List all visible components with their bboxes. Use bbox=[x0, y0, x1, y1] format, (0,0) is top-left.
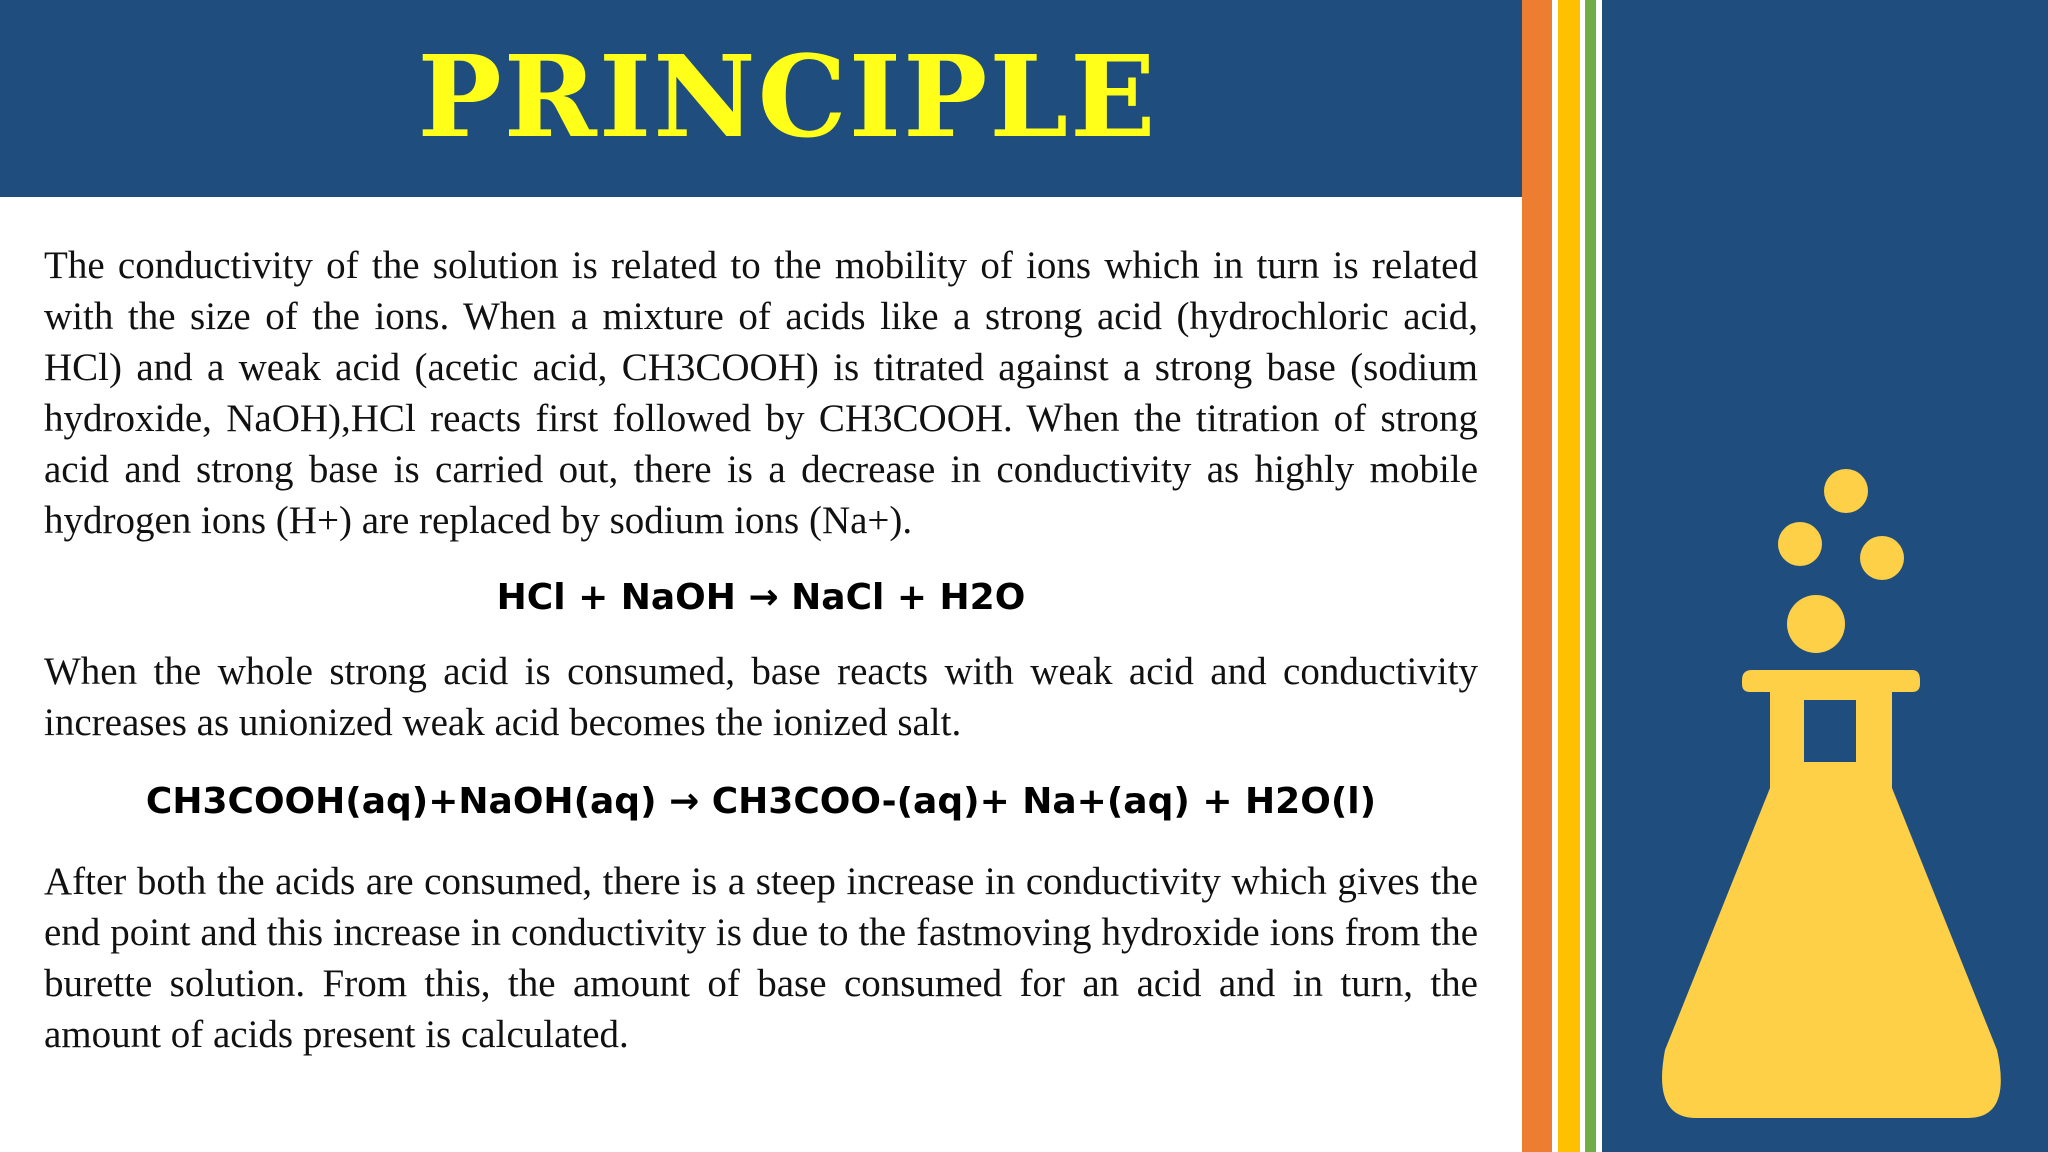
paragraph-weak-acid: When the whole strong acid is consumed, base reacts with weak acid and conductivity increases as unionized weak acid becomes the ionized salt. bbox=[44, 650, 1478, 744]
orange-stripe bbox=[1522, 0, 1552, 1152]
principle-content bbox=[44, 240, 1478, 1060]
green-stripe bbox=[1585, 0, 1596, 1152]
slide-title: PRINCIPLE bbox=[417, 32, 1158, 163]
equation-strong-acid: HCl + NaOH → NaCl + H2O bbox=[496, 577, 1026, 618]
yellow-stripe bbox=[1558, 0, 1580, 1152]
paragraph-intro: The conductivity of the solution is related to the mobility of ions which in turn is related with the size of the ions. When a mixture of acids like a strong acid (hydrochloric acid, HCl) and a weak acid (acetic acid, CH3COOH) is titrated against a strong base (sodium hydroxide, NaOH),HCl reacts first followed by CH3COOH. When the titration of strong acid and strong base is carried out, there is a decrease in conductivity as highly mobile hydrogen ions (H+) are replaced by sodium ions (Na+). bbox=[44, 244, 1478, 542]
paragraph-end-point: After both the acids are consumed, there is a steep increase in conductivity which gives the end point and this increase in conductivity is due to the fastmoving hydroxide ions from the burette solution. From this, the amount of base consumed for an acid and in turn, the amount of acids present is calculated. bbox=[44, 860, 1478, 1056]
equation-weak-acid: CH3COOH(aq)+NaOH(aq) → CH3COO-(aq)+ Na+(aq) + H2O(l) bbox=[145, 781, 1377, 822]
bubbles-icon bbox=[1778, 469, 1904, 653]
flask-illustration bbox=[1602, 0, 2048, 1152]
flask-icon bbox=[1662, 670, 2001, 1118]
